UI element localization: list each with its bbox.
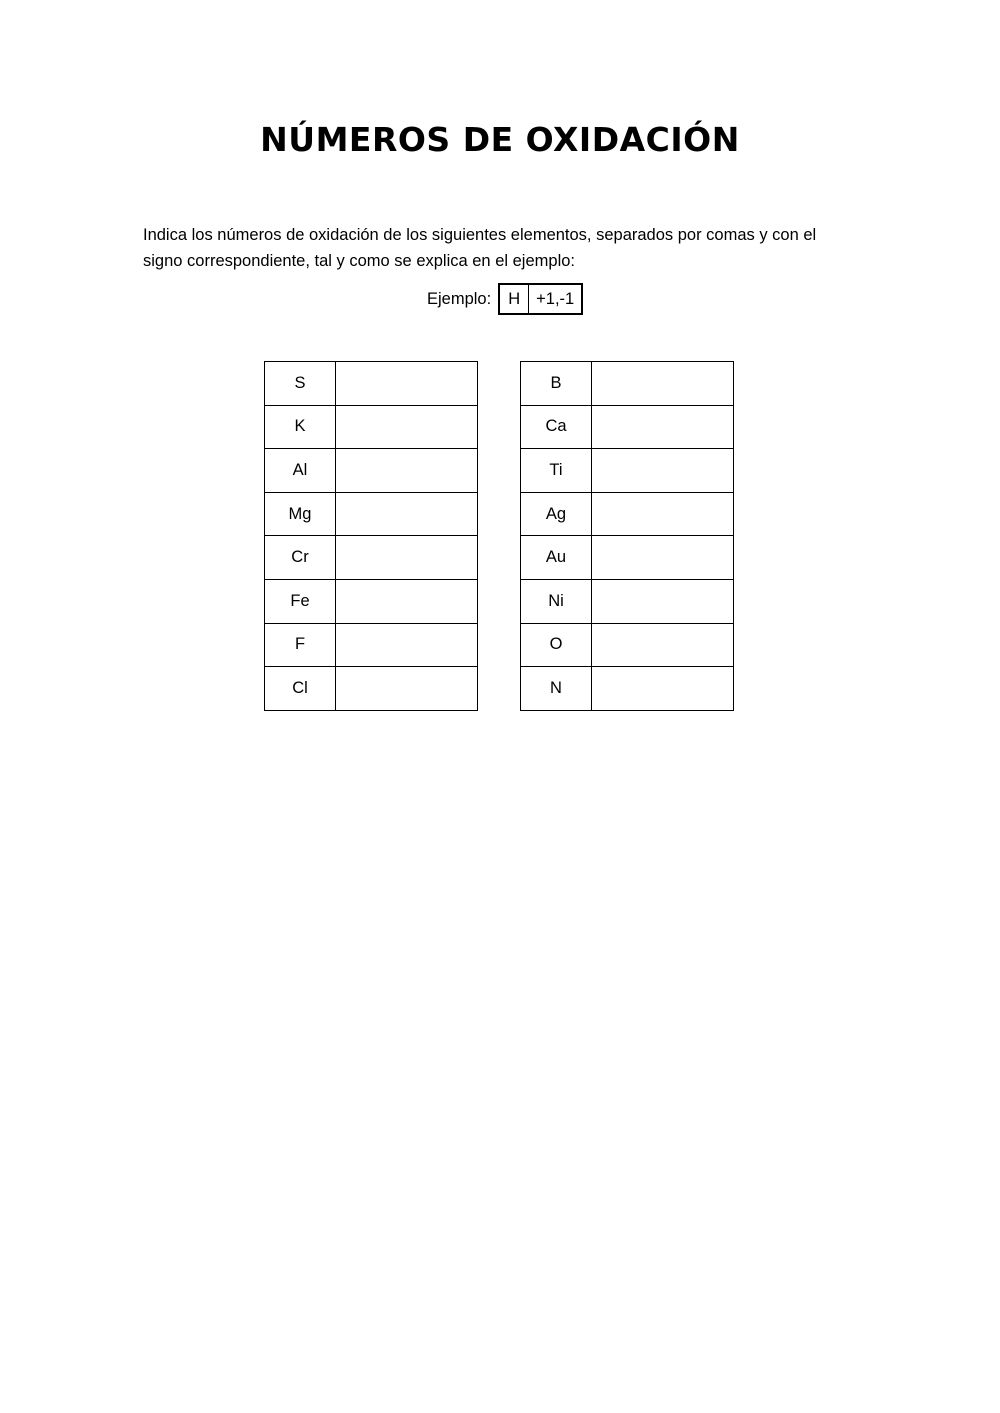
example-label: Ejemplo:	[427, 289, 492, 308]
table-row	[521, 362, 734, 406]
table-row	[521, 405, 734, 449]
element-symbol: Fe	[265, 579, 336, 623]
element-symbol: N	[521, 667, 592, 711]
table-row	[521, 449, 734, 493]
table-row	[265, 623, 478, 667]
answer-cell[interactable]	[592, 405, 734, 449]
answer-cell[interactable]	[336, 623, 478, 667]
answer-cell[interactable]	[336, 492, 478, 536]
table-row	[521, 579, 734, 623]
example-value: +1,-1	[536, 289, 575, 308]
element-symbol: Au	[521, 536, 592, 580]
element-symbol: Ni	[521, 579, 592, 623]
example-box	[498, 283, 583, 315]
page-title: NÚMEROS DE OXIDACIÓN	[260, 120, 740, 159]
answer-cell[interactable]	[592, 623, 734, 667]
table-row	[521, 623, 734, 667]
example-symbol: H	[500, 285, 529, 313]
table-row	[265, 492, 478, 536]
element-symbol: Ti	[521, 449, 592, 493]
table-row	[265, 536, 478, 580]
element-symbol: Mg	[265, 492, 336, 536]
answer-cell[interactable]	[336, 579, 478, 623]
example-row	[427, 281, 583, 317]
element-symbol: Ca	[521, 405, 592, 449]
table-row	[265, 579, 478, 623]
answer-cell[interactable]	[336, 667, 478, 711]
answer-cell[interactable]	[336, 449, 478, 493]
elements-table-right	[520, 361, 734, 711]
element-symbol: F	[265, 623, 336, 667]
element-symbol: Al	[265, 449, 336, 493]
answer-cell[interactable]	[592, 362, 734, 406]
element-symbol: Cl	[265, 667, 336, 711]
table-row	[265, 362, 478, 406]
element-symbol: Cr	[265, 536, 336, 580]
answer-cell[interactable]	[336, 362, 478, 406]
element-symbol: O	[521, 623, 592, 667]
answer-cell[interactable]	[592, 667, 734, 711]
answer-cell[interactable]	[592, 579, 734, 623]
table-row	[521, 492, 734, 536]
answer-cell[interactable]	[592, 449, 734, 493]
element-symbol: Ag	[521, 492, 592, 536]
element-symbol: B	[521, 362, 592, 406]
element-symbol: K	[265, 405, 336, 449]
instructions-text: Indica los números de oxidación de los siguientes elementos, separados por comas y con el signo correspondiente, tal y como se explica en el ejemplo:	[143, 226, 817, 270]
table-row	[265, 405, 478, 449]
answer-cell[interactable]	[592, 492, 734, 536]
table-row	[265, 667, 478, 711]
table-row	[265, 449, 478, 493]
elements-table-left	[264, 361, 478, 711]
element-symbol: S	[265, 362, 336, 406]
answer-cell[interactable]	[336, 536, 478, 580]
table-row	[521, 667, 734, 711]
answer-cell[interactable]	[336, 405, 478, 449]
answer-cell[interactable]	[592, 536, 734, 580]
table-row	[521, 536, 734, 580]
